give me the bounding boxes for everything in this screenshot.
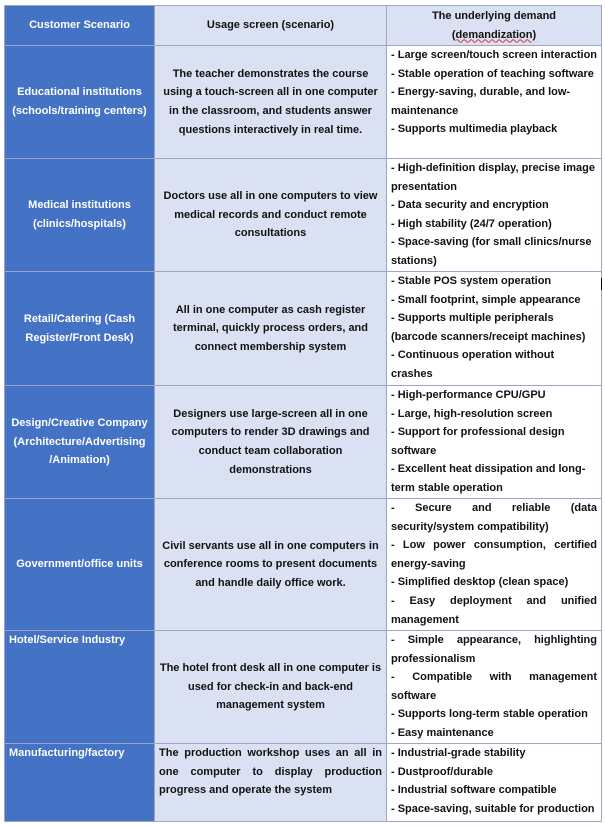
usage-cell: Doctors use all in one computers to view medical records and conduct remote consultations — [155, 159, 387, 272]
table-row-government — [5, 499, 602, 631]
table-row-medical — [5, 159, 602, 272]
usage-cell: The teacher demonstrates the course using a touch-screen all in one computer in the classroom, and students answer questions interactively in real time. — [155, 46, 387, 159]
scenario-cell: Educational institutions (schools/training centers) — [5, 46, 155, 159]
demand-cell — [387, 159, 602, 272]
demand-item: - Industrial-grade stability — [391, 747, 526, 759]
demand-item: - Excellent heat dissipation and long-term stable operation — [391, 463, 586, 494]
header-scenario: Customer Scenario — [5, 6, 155, 46]
demand-cell — [387, 46, 602, 159]
usage-cell — [155, 744, 387, 822]
demand-item: - Continuous operation without crashes — [391, 349, 555, 380]
demand-cell — [387, 386, 602, 499]
demand-item: - Support for professional design software — [391, 426, 565, 457]
usage-cell: Civil servants use all in one computers in conference rooms to present documents and handle daily office work. — [155, 499, 387, 631]
table-row-design — [5, 386, 602, 499]
demand-cell — [387, 272, 602, 386]
usage-cell: Designers use large-screen all in one computers to render 3D drawings and conduct team collaboration demonstrations — [155, 386, 387, 499]
usage-text: The production workshop uses an all in one computer to display production progress and operate the system — [159, 747, 382, 797]
scenario-cell: Medical institutions (clinics/hospitals) — [5, 159, 155, 272]
demand-cell — [387, 499, 602, 631]
header-usage: Usage screen (scenario) — [155, 6, 387, 46]
scenario-cell: Government/office units — [5, 499, 155, 631]
scenario-cell: Manufacturing/factory — [5, 744, 155, 822]
demand-item: - Energy-saving, durable, and low-maintenance — [391, 86, 571, 117]
demand-item: - Easy deployment and unified management — [391, 594, 597, 626]
demand-item: - Simplified desktop (clean space) — [391, 576, 569, 589]
demand-item: - Low power consumption, certified energy-saving — [391, 539, 597, 570]
table-row-retail — [5, 272, 602, 386]
demand-item: - Compatible with management software — [391, 671, 597, 702]
header-demand — [387, 6, 602, 46]
demand-item: - Dustproof/durable — [391, 765, 494, 778]
header-demand-line1: The underlying demand — [431, 9, 557, 22]
demand-item: - Simple appearance, highlighting professionalism — [391, 634, 597, 665]
demand-item: - Industrial software compatible — [391, 784, 557, 797]
demand-cell — [387, 744, 602, 822]
usage-cell: All in one computer as cash register terminal, quickly process orders, and connect membership system — [155, 272, 387, 386]
demand-item: - Stable POS system operation — [391, 275, 552, 287]
demand-item: - High-performance CPU/GPU — [391, 389, 546, 401]
demand-item: - Space-saving, suitable for production — [391, 802, 595, 815]
demand-item: - Large screen/touch screen interaction — [391, 49, 598, 61]
demand-item: - Small footprint, simple appearance — [391, 293, 581, 306]
scenario-table — [4, 5, 602, 822]
table-row-hotel — [5, 631, 602, 744]
demand-item: - Large, high-resolution screen — [391, 407, 553, 420]
table-row-manufacturing — [5, 744, 602, 822]
demand-item: - Secure and reliable (data security/system compatibility) — [391, 502, 597, 533]
demand-item: - Supports multimedia playback — [391, 123, 558, 136]
demand-cell — [387, 631, 602, 744]
demand-item: - Supports long-term stable operation — [391, 708, 588, 721]
demand-item: - Stable operation of teaching software — [391, 67, 594, 80]
header-demand-line2: (demandization) — [451, 28, 537, 41]
demand-item: - Space-saving (for small clinics/nurse stations) — [391, 236, 592, 267]
scenario-cell: Retail/Catering (Cash Register/Front Desk) — [5, 272, 155, 386]
scenario-cell: Design/Creative Company (Architecture/Advertising /Animation) — [5, 386, 155, 499]
demand-item: - High stability (24/7 operation) — [391, 217, 552, 230]
demand-item: - Data security and encryption — [391, 199, 549, 212]
demand-item: - Easy maintenance — [391, 726, 494, 739]
demand-item: - Supports multiple peripherals (barcode scanners/receipt machines) — [391, 312, 586, 343]
scenario-cell: Hotel/Service Industry — [5, 631, 155, 744]
header-row — [5, 6, 602, 46]
table-row-education — [5, 46, 602, 159]
text-cursor — [601, 278, 602, 290]
demand-item: - High-definition display, precise image presentation — [391, 162, 595, 193]
usage-cell: The hotel front desk all in one computer is used for check-in and back-end management system — [155, 631, 387, 744]
